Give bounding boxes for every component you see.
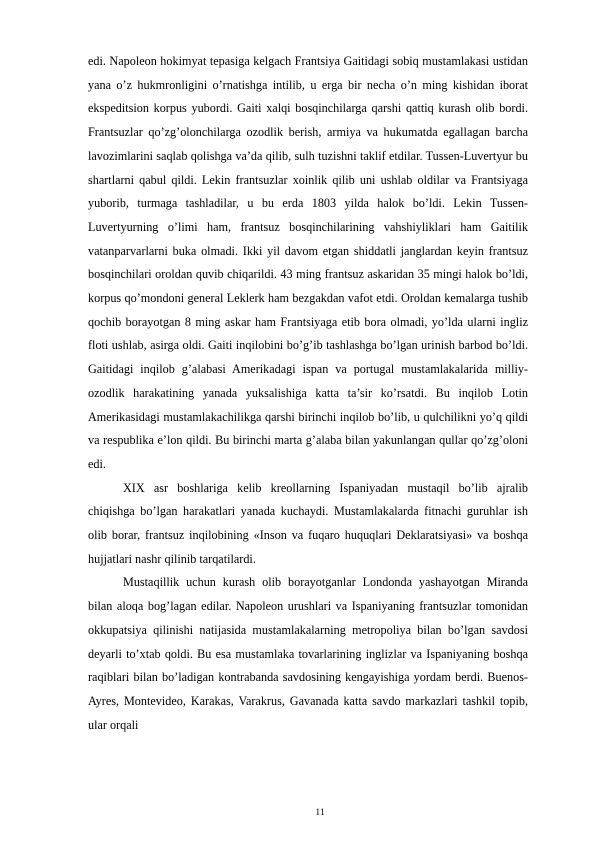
paragraph-gaiti-revolution: edi. Napoleon hokimyat tepasiga kelgach Frantsiya Gaitidagi sobiq mustamlakasi ustidan yana o’z hukmronligini o’rnatishga intilib, u erga bir necha o’n ming kishidan iborat ekspeditsion korpus yubordi. Gaiti xalqi bosqinchilarga qarshi qattiq kurash olib bordi. Frantsuzlar qo’zg’olonchilarga ozodlik berish, armiya va hukumatda egallagan barcha lavozimlarini saqlab qolishga va’da qilib, sulh tuzishni taklif etdilar. Tussen-Luvertyur bu shartlarni qabul qildi. Lekin frantsuzlar xoinlik qilib uni ushlab oldilar va Frantsiyaga yuborib, turmaga tashladilar, u bu erda 1803 yilda halok bo’ldi. Lekin Tussen-Luvertyurning o’limi ham, frantsuz bosqinchilarining vahshiyliklari ham Gaitilik vatanparvarlarni buka olmadi. Ikki yil davom etgan shiddatli janglardan keyin frantsuz bosqinchilari oroldan quvib chiqarildi. 43 ming frantsuz askaridan 35 mingi halok bo’ldi, korpus qo’mondoni general Leklerk ham bezgakdan vafot etdi. Oroldan kemalarga tushib qochib borayotgan 8 ming askar ham Frantsiyaga etib bora olmadi, yo’lda ularni ingliz floti ushlab, asirga oldi. Gaiti inqilobini bo’g’ib tashlashga bo’lgan urinish barbod bo’ldi. Gaitidagi inqilob g’alabasi Amerikadagi ispan va portugal mustamlakalarida milliy-ozodlik harakatining yanada yuksalishiga katta ta’sir ko’rsatdi. Bu inqilob Lotin Amerikasidagi mustamlakachilikga qarshi birinchi inqilob bo’lib, u qulchilikni yo’q qildi va respublika e’lon qildi. Bu birinchi marta g’alaba bilan yakunlangan qullar qo’zg’oloni edi. bbox=[88, 54, 528, 471]
paragraph-creole-independence: XIX asr boshlariga kelib kreollarning Ispaniyadan mustaqil bo’lib ajralib chiqishga bo’lgan harakatlari yanada kuchaydi. Mustamlakalarda fitnachi guruhlar ish olib borar, frantsuz inqilobining «Inson va fuqaro huquqlari Deklaratsiyasi» va boshqa hujjatlari nashr qilinib tarqatilardi. bbox=[88, 480, 528, 566]
paragraph-independence-struggle: Mustaqillik uchun kurash olib borayotganlar Londonda yashayotgan Miranda bilan aloqa bog’lagan edilar. Napoleon urushlari va Ispaniyaning frantsuzlar tomonidan okkupatsiya qilinishi natijasida mustamlakalarning metropoliya bilan bo’lgan savdosi deyarli to’xtab qoldi. Bu esa mustamlaka tovarlarining inglizlar va Ispaniyaning boshqa raqiblari bilan bo’ladigan kontrabanda savdosining kengayishiga yordam berdi. Buenos-Ayres, Montevideo, Karakas, Varakrus, Gavanada katta savdo markazlari tashkil topib, ular orqali bbox=[88, 575, 528, 732]
document-page bbox=[88, 50, 528, 737]
page-number: 11 bbox=[315, 808, 325, 818]
